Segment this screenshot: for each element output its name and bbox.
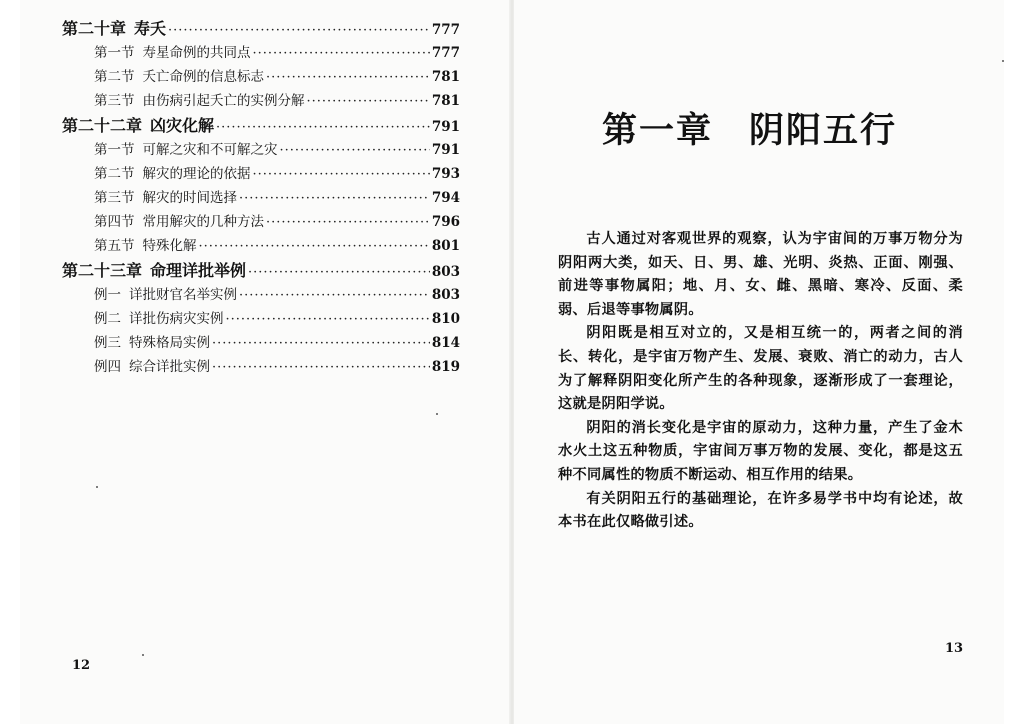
page-number-right: 13 [945, 641, 964, 656]
toc-leader-dots [280, 143, 430, 158]
toc-entry-title: 常用解灾的几种方法 [142, 214, 264, 230]
toc-entry-label: 第三节 [94, 93, 135, 109]
toc-leader-dots [212, 360, 430, 375]
toc-section-entry [62, 210, 460, 234]
toc-entry-page: 794 [431, 190, 460, 206]
toc-entry-title: 夭亡命例的信息标志 [142, 69, 264, 85]
chapter-title [602, 103, 902, 153]
chapter-number: 第一章 [602, 110, 714, 151]
toc-section-entry [62, 331, 460, 355]
toc-entry-title: 详批财官名举实例 [129, 287, 237, 303]
toc-entry-label: 第二节 [94, 166, 135, 182]
toc-section-entry [62, 234, 460, 258]
toc-section-entry [62, 41, 460, 65]
toc-leader-dots [226, 312, 430, 327]
toc-section-entry [62, 355, 460, 379]
toc-entry-page: 796 [431, 214, 460, 230]
page-number-left: 12 [72, 658, 91, 673]
toc-section-entry [62, 89, 460, 113]
toc-entry-title: 可解之灾和不可解之灾 [142, 142, 278, 158]
toc-entry-page: 781 [431, 69, 460, 85]
scan-speck [436, 413, 438, 415]
toc-leader-dots [307, 94, 430, 109]
toc-leader-dots [239, 288, 430, 303]
toc-section-entry [62, 186, 460, 210]
toc-entry-label: 第五节 [94, 238, 135, 254]
table-of-contents [62, 16, 460, 379]
toc-entry-page: 819 [431, 359, 460, 375]
scan-speck [1002, 60, 1004, 62]
toc-entry-title: 解灾的理论的依据 [142, 166, 251, 182]
toc-leader-dots [248, 265, 430, 280]
paragraph: 古人通过对客观世界的观察，认为宇宙间的万事万物分为阴阳两大类，如天、日、男、雄、光明、炎热、正面、刚强、前进等事物属阳；地、月、女、雌、黑暗、寒冷、反面、柔弱、后退等事物属阴。 [558, 231, 963, 318]
toc-entry-page: 803 [431, 264, 460, 280]
scan-speck [142, 654, 144, 656]
toc-entry-page: 791 [431, 142, 460, 158]
toc-entry-page: 793 [431, 166, 460, 182]
toc-entry-title: 命理详批举例 [150, 261, 247, 280]
toc-entry-label: 第二十章 [62, 19, 127, 38]
toc-entry-title: 寿星命例的共同点 [142, 45, 251, 61]
toc-entry-page: 814 [431, 335, 460, 351]
toc-leader-dots [253, 167, 430, 182]
toc-entry-label: 第四节 [94, 214, 135, 230]
toc-entry-label: 例三 [94, 335, 121, 351]
paragraph: 有关阴阳五行的基础理论，在许多易学书中均有论述，故本书在此仅略做引述。 [558, 490, 963, 531]
toc-leader-dots [266, 215, 430, 230]
toc-leader-dots [266, 70, 430, 85]
toc-entry-page: 777 [431, 45, 460, 61]
toc-entry-title: 特殊格局实例 [129, 335, 210, 351]
toc-section-entry [62, 283, 460, 307]
toc-entry-label: 例二 [94, 311, 121, 327]
toc-leader-dots [199, 239, 430, 254]
toc-entry-label: 第一节 [94, 142, 135, 158]
toc-section-entry [62, 307, 460, 331]
toc-entry-title: 寿夭 [134, 19, 167, 38]
paragraph: 阴阳的消长变化是宇宙的原动力，这种力量，产生了金木水火土这五种物质，宇宙间万事万物的发展、变化，都是这五种不同属性的物质不断运动、相互作用的结果。 [558, 419, 963, 483]
toc-section-entry [62, 65, 460, 89]
toc-entry-title: 解灾的时间选择 [142, 190, 237, 206]
toc-entry-page: 801 [431, 238, 460, 254]
toc-section-entry [62, 162, 460, 186]
toc-entry-label: 第二十二章 [62, 116, 143, 135]
toc-chapter-entry [62, 258, 460, 283]
toc-entry-label: 例一 [94, 287, 121, 303]
toc-leader-dots [168, 23, 430, 38]
toc-entry-title: 综合详批实例 [129, 359, 210, 375]
toc-chapter-entry [62, 113, 460, 138]
toc-entry-page: 810 [431, 311, 460, 327]
toc-entry-page: 777 [431, 22, 460, 38]
toc-leader-dots [253, 46, 430, 61]
chapter-body [558, 228, 963, 535]
chapter-name: 阴阳五行 [749, 110, 898, 151]
toc-chapter-entry [62, 16, 460, 41]
toc-entry-title: 特殊化解 [142, 238, 197, 254]
toc-entry-label: 第二十三章 [62, 261, 143, 280]
toc-entry-label: 例四 [94, 359, 121, 375]
toc-leader-dots [216, 120, 430, 135]
toc-entry-label: 第二节 [94, 69, 135, 85]
toc-entry-title: 详批伤病灾实例 [129, 311, 224, 327]
toc-entry-page: 791 [431, 119, 460, 135]
toc-entry-label: 第一节 [94, 45, 135, 61]
toc-entry-page: 803 [431, 287, 460, 303]
toc-section-entry [62, 138, 460, 162]
toc-entry-title: 由伤病引起夭亡的实例分解 [142, 93, 305, 109]
toc-entry-label: 第三节 [94, 190, 135, 206]
toc-leader-dots [239, 191, 430, 206]
scan-speck [96, 486, 98, 488]
paragraph: 阴阳既是相互对立的，又是相互统一的，两者之间的消长、转化，是宇宙万物产生、发展、衰败、消亡的动力，古人为了解释阴阳变化所产生的各种现象，逐渐形成了一套理论，这就是阴阳学说。 [558, 325, 963, 413]
toc-entry-page: 781 [431, 93, 460, 109]
toc-leader-dots [212, 336, 430, 351]
toc-entry-title: 凶灾化解 [150, 116, 215, 135]
